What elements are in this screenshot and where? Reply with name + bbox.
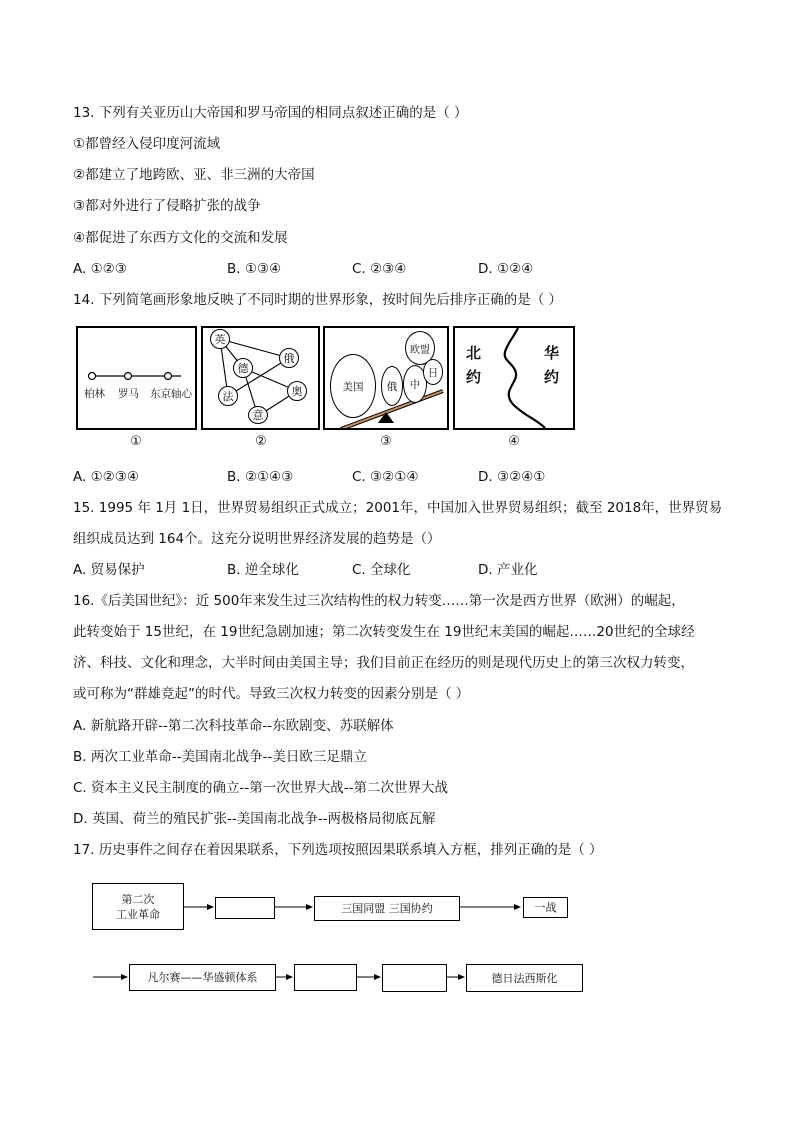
q14-option-c: C. ③②①④	[352, 469, 419, 485]
q13-option-b: B. ①③④	[227, 261, 282, 277]
flow-box-1-line-1: 第二次	[121, 892, 155, 906]
q14-option-a: A. ①②③④	[73, 469, 139, 485]
q13-option-c: C. ②③④	[352, 261, 407, 277]
q13-option-d: D. ①②④	[478, 261, 534, 277]
q14-figure-3	[323, 326, 449, 430]
fig1-label-tokyo: 东京轴心	[150, 388, 192, 400]
q13-item-2: ②都建立了地跨欧、亚、非三洲的大帝国	[73, 167, 315, 183]
node-germany: 德	[233, 358, 253, 378]
node-england: 英	[210, 329, 230, 349]
fig1-label-berlin: 柏林	[84, 388, 105, 400]
node-japan: 日	[423, 359, 443, 385]
node-usa: 美国	[330, 354, 376, 418]
q15-option-d: D. 产业化	[478, 562, 538, 578]
flow-box-versailles-washington: 凡尔赛——华盛顿体系	[129, 964, 276, 991]
node-eu: 欧盟	[405, 331, 435, 365]
q15-line-2: 组织成员达到 164个。这充分说明世界经济发展的趋势是（）	[73, 531, 441, 547]
axis-line-drawing	[78, 328, 195, 428]
q13-stem: 13. 下列有关亚历山大帝国和罗马帝国的相同点叙述正确的是（ ）	[73, 105, 468, 121]
flow-blank-box-2	[294, 964, 357, 991]
label-yue-left: 约	[466, 368, 482, 386]
q14-figure-4	[453, 326, 575, 430]
q14-stem: 14. 下列简笔画形象地反映了不同时期的世界形象，按时间先后排序正确的是（ ）	[73, 292, 563, 308]
flow-box-second-industrial-revolution	[92, 883, 184, 930]
fig3-caption: ③	[380, 434, 392, 449]
q14-figure-2	[201, 326, 320, 430]
q13-item-3: ③都对外进行了侵略扩张的战争	[73, 198, 261, 214]
q13-item-4: ④都促进了东西方文化的交流和发展	[73, 230, 288, 246]
node-italy: 意	[248, 406, 268, 424]
q15-option-c: C. 全球化	[352, 562, 411, 578]
q16-option-c: C. 资本主义民主制度的确立--第一次世界大战--第二次世界大战	[73, 780, 448, 796]
flow-box-alliances: 三国同盟 三国协约	[314, 896, 460, 921]
fig1-caption: ①	[130, 434, 142, 449]
fig4-caption: ④	[508, 434, 520, 449]
node-france: 法	[218, 386, 238, 406]
node-russia: 俄	[279, 348, 299, 368]
q16-option-a: A. 新航路开辟--第二次科技革命--东欧剧变、苏联解体	[73, 718, 394, 734]
q13-option-a: A. ①②③	[73, 261, 127, 277]
q13-item-1: ①都曾经入侵印度河流域	[73, 136, 221, 152]
label-yue-right: 约	[544, 368, 560, 386]
q14-option-b: B. ②①④③	[227, 469, 294, 485]
q16-line-1: 16.《后美国世纪》：近 500年来发生过三次结构性的权力转变……第一次是西方世界（欧洲）的崛起，	[73, 593, 685, 609]
node-austria: 奥	[287, 381, 307, 401]
q14-option-d: D. ③②④①	[478, 469, 546, 485]
flow-box-1-line-2: 工业革命	[116, 907, 160, 921]
q15-option-b: B. 逆全球化	[227, 562, 299, 578]
q15-line-1: 15. 1995 年 1月 1日，世界贸易组织正式成立；2001年，中国加入世界贸易组织；截至 2018年，世界贸易	[73, 500, 723, 516]
q16-option-d: D. 英国、荷兰的殖民扩张--美国南北战争--两极格局彻底瓦解	[73, 811, 436, 827]
q15-option-a: A. 贸易保护	[73, 562, 145, 578]
q16-line-3: 济、科技、文化和理念，大半时间由美国主导；我们目前正在经历的则是现代历史上的第三次权力转变，	[73, 655, 694, 671]
label-bei: 北	[466, 344, 482, 362]
fig1-label-rome: 罗马	[118, 388, 139, 400]
flow-box-fascism: 德日法西斯化	[466, 964, 583, 992]
flow-blank-box-3	[382, 964, 447, 992]
q14-figure-1	[76, 326, 197, 430]
fig2-caption: ②	[255, 434, 267, 449]
q16-option-b: B. 两次工业革命--美国南北战争--美日欧三足鼎立	[73, 749, 367, 765]
node-russia-fig3: 俄	[381, 366, 403, 406]
q16-line-4: 或可称为“群雄竞起”的时代。导致三次权力转变的因素分别是（ ）	[73, 686, 470, 702]
flow-box-wwi: 一战	[523, 897, 568, 918]
flow-blank-box-1	[215, 897, 275, 919]
label-hua: 华	[544, 344, 560, 362]
node-china: 中	[403, 365, 427, 403]
q17-stem: 17. 历史事件之间存在着因果联系，下列选项按照因果联系填入方框，排列正确的是（ ）	[73, 842, 603, 858]
q16-line-2: 此转变始于 15世纪，在 19世纪急剧加速；第二次转变发生在 19世纪末美国的崛起……20世纪的全球经	[73, 624, 695, 640]
